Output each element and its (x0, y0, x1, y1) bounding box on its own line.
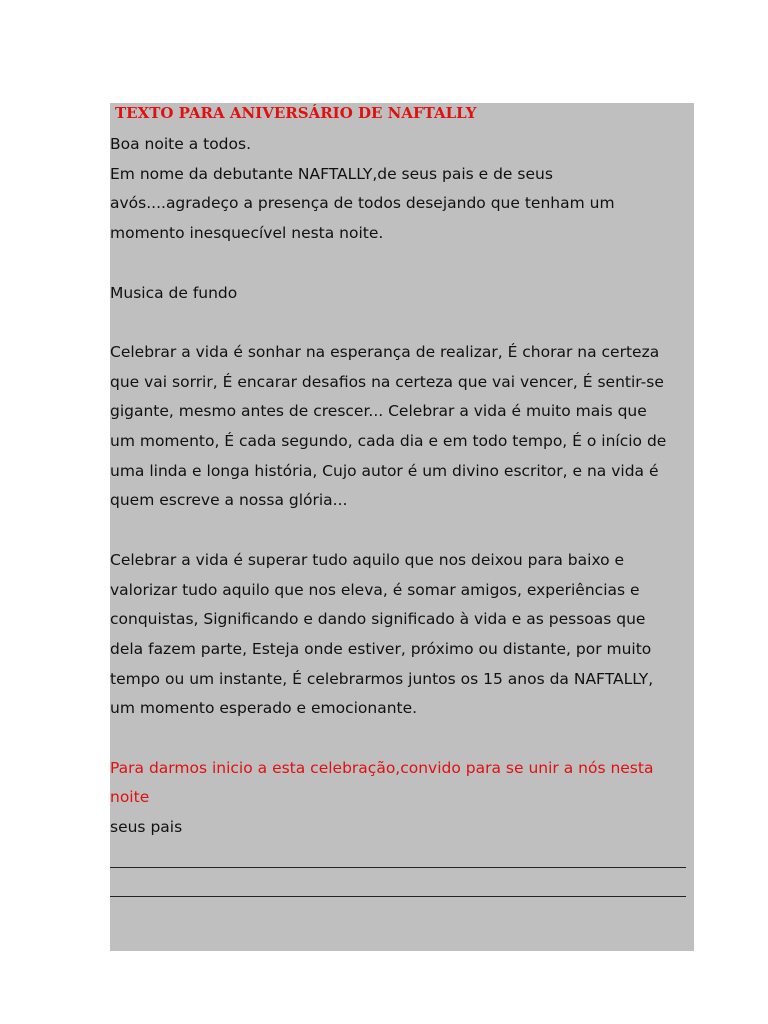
blank-line (110, 516, 694, 546)
paragraph1-line: gigante, mesmo antes de crescer... Celebrar a vida é muito mais que (110, 402, 647, 421)
music-note: Musica de fundo (110, 283, 238, 302)
paragraph2-line: tempo ou um instante, É celebrarmos juntos os 15 anos da NAFTALLY, (110, 669, 654, 688)
document-title: TEXTO PARA ANIVERSÁRIO DE NAFTALLY (115, 104, 477, 122)
intro-line: avós....agradeço a presença de todos desejando que tenham um (110, 194, 615, 213)
invitation-line: noite (110, 788, 150, 807)
intro-line: momento inesquecível nesta noite. (110, 224, 384, 243)
paragraph2-line: valorizar tudo aquilo que nos eleva, é somar amigos, experiências e (110, 580, 640, 599)
paragraph1-line: um momento, É cada segundo, cada dia e em todo tempo, É o início de (110, 432, 667, 450)
paragraph2-line: Celebrar a vida é superar tudo aquilo que nos deixou para baixo e (110, 550, 625, 569)
blank-line (110, 249, 694, 279)
blank-line (110, 724, 694, 754)
paragraph1-line: que vai sorrir, É encarar desafios na certeza que vai vencer, É sentir-se (110, 372, 664, 391)
paragraph1-line: quem escreve a nossa glória... (110, 491, 348, 510)
paragraph1-line: uma linda e longa história, Cujo autor é um divino escritor, e na vida é (110, 461, 659, 480)
intro-line: Em nome da debutante NAFTALLY,de seus pais e de seus (110, 164, 553, 183)
invitation-line: Para darmos inicio a esta celebração,convido para se unir a nós nesta (110, 758, 654, 777)
paragraph2-line: dela fazem parte, Esteja onde estiver, próximo ou distante, por muito (110, 639, 652, 658)
paragraph2-line: um momento esperado e emocionante. (110, 699, 418, 718)
document-body (110, 103, 694, 951)
paragraph2-line: conquistas, Significando e dando significado à vida e as pessoas que (110, 610, 646, 629)
blank-underline (110, 843, 694, 873)
blank-underline (110, 873, 694, 903)
blank-line (110, 308, 694, 338)
parents-label: seus pais (110, 818, 183, 837)
greeting-line: Boa noite a todos. (110, 135, 252, 153)
paragraph1-line: Celebrar a vida é sonhar na esperança de realizar, É chorar na certeza (110, 342, 660, 361)
